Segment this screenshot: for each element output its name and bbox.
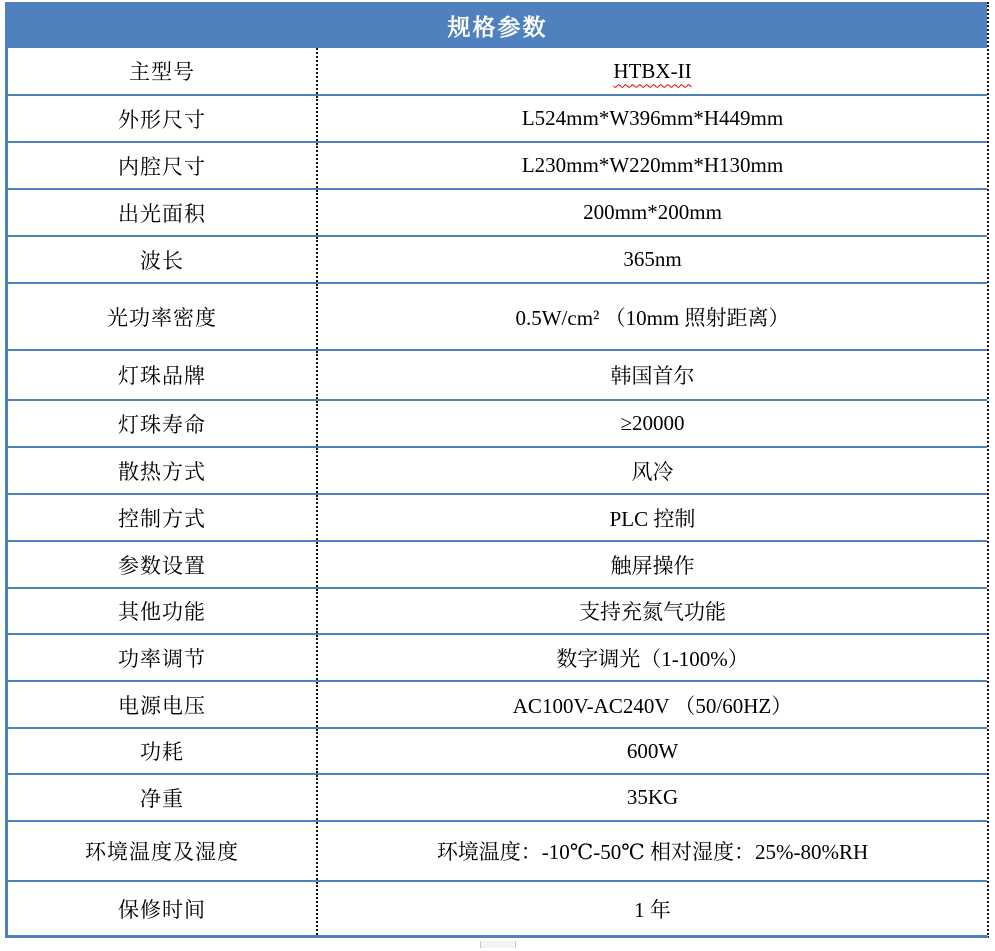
table-row: [8, 822, 987, 882]
spec-value: ≥20000: [620, 411, 685, 435]
spec-label: 功率调节: [8, 635, 318, 680]
spec-label: 参数设置: [8, 542, 318, 587]
spec-label: 环境温度及湿度: [8, 822, 318, 880]
table-row: [8, 729, 987, 775]
table-title: 规格参数: [8, 2, 987, 48]
spec-value: 200mm*200mm: [583, 200, 722, 224]
spec-label: 功耗: [8, 729, 318, 773]
spec-value: AC100V-AC240V （50/60HZ）: [512, 693, 793, 718]
spec-value: 365nm: [623, 247, 682, 271]
spec-label: 电源电压: [8, 682, 318, 727]
spec-value: 韩国首尔: [610, 364, 695, 388]
spec-label: 光功率密度: [8, 284, 318, 349]
spec-label: 净重: [8, 775, 318, 820]
specification-table: [5, 2, 989, 938]
spec-value: L230mm*W220mm*H130mm: [521, 153, 784, 177]
spec-label: 保修时间: [8, 882, 318, 935]
spec-label: 其他功能: [8, 589, 318, 633]
spec-value: 支持充氮气功能: [579, 600, 726, 624]
spec-value: L524mm*W396mm*H449mm: [521, 106, 784, 130]
table-row: [8, 448, 987, 495]
table-row: [8, 495, 987, 542]
spec-label: 灯珠寿命: [8, 401, 318, 446]
spec-table-body: [8, 48, 987, 935]
spec-label: 外形尺寸: [8, 96, 318, 141]
spec-value: 1 年: [634, 897, 671, 922]
table-row: [8, 882, 987, 935]
spec-value: 600W: [626, 738, 679, 763]
spec-value: 风冷: [631, 459, 674, 484]
spec-label: 内腔尺寸: [8, 143, 318, 188]
table-row: [8, 237, 987, 284]
horizontal-scrollbar-thumb[interactable]: [480, 941, 516, 948]
spec-label: 散热方式: [8, 448, 318, 493]
spec-value: 数字调光（1-100%）: [556, 646, 749, 671]
table-row: [8, 96, 987, 143]
table-row: [8, 143, 987, 190]
spec-label: 波长: [8, 237, 318, 282]
table-row: [8, 48, 987, 96]
table-row: [8, 542, 987, 589]
spec-label: 主型号: [8, 48, 318, 94]
table-row: [8, 401, 987, 448]
spec-value: 0.5W/cm² （10mm 照射距离）: [515, 305, 790, 330]
table-row: [8, 775, 987, 822]
spec-value: PLC 控制: [609, 506, 696, 531]
table-row: [8, 589, 987, 635]
spec-label: 控制方式: [8, 495, 318, 540]
spec-label: 灯珠品牌: [8, 351, 318, 399]
spec-value: HTBX-II: [613, 58, 692, 83]
spec-value: 触屏操作: [610, 553, 695, 578]
table-row: [8, 190, 987, 237]
spec-value: 35KG: [626, 785, 679, 809]
spec-label: 出光面积: [8, 190, 318, 235]
table-row: [8, 351, 987, 401]
table-row: [8, 284, 987, 351]
table-row: [8, 682, 987, 729]
spec-value: 环境温度：-10℃-50℃ 相对湿度：25%-80%RH: [436, 840, 869, 864]
table-row: [8, 635, 987, 682]
